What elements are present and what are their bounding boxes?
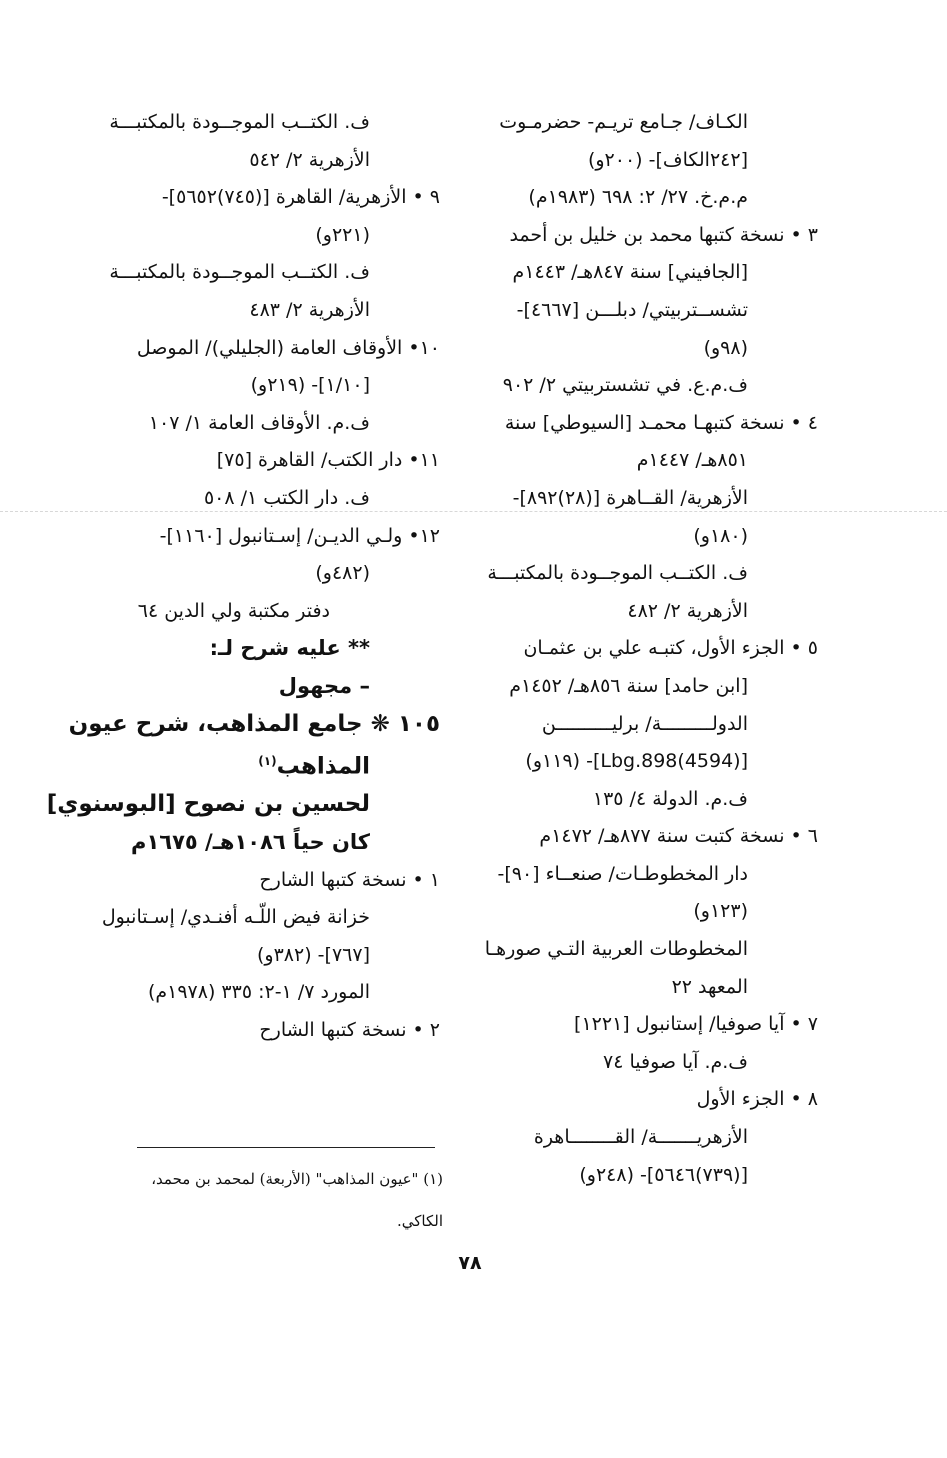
entry-item-8: ٨ • الجزء الأول (696, 1088, 818, 1111)
text-line: ف. الكتــب الموجــودة بالمكتبـــة (487, 562, 748, 585)
entry-item-4: ٤ • نسخة كتبهـا محمـد [السيوطي] سنة (504, 411, 818, 434)
text-line: المورد ٧/ ١-٢: ٣٣٥ (١٩٧٨م) (147, 981, 370, 1004)
text-line: المعهد ٢٢ (671, 975, 748, 998)
entry-item-11: ١١• دار الكتب/ القاهرة [٧٥] (216, 449, 440, 472)
text-line: [ابن حامد] سنة ٨٥٦هـ/ ١٤٥٢م (509, 674, 748, 697)
page-number: ٧٨ (458, 1252, 482, 1274)
text-line: [الجافيني] سنة ٨٤٧هـ/ ١٤٤٣م (512, 261, 748, 284)
text-line: ف.م. الدولة ٤/ ١٣٥ (592, 787, 748, 810)
entry-item-7: ٧ • آيا صوفيا/ إستانبول [١٢٢١] (574, 1013, 818, 1036)
text-line: (٢٢١و) (315, 223, 370, 246)
text-line: الأزهريـــــــة/ القــــــــاهرة (533, 1126, 748, 1149)
author-dates: كان حياً ١٠٨٦هـ/ ١٦٧٥م (131, 829, 370, 854)
text-line: (٤٨٢و) (315, 562, 370, 585)
text-line: الأزهرية ٢/ ٥٤٢ (249, 148, 370, 171)
text-line: الدولـــــــــة/ برليــــــــــن (541, 712, 748, 735)
text-line: ف.م. الأوقاف العامة ١/ ١٠٧ (148, 411, 370, 434)
text-line: (٩٨و) (703, 336, 748, 359)
right-column (478, 104, 818, 1194)
text-line: [٧٦٧]- (٣٨٢و) (257, 943, 370, 966)
text-line: الأزهرية ٢/ ٤٨٢ (627, 599, 748, 622)
text-line: المخطوطات العربية التـي صورهـا (484, 938, 748, 961)
text-line: [(4594)Lbg.898]- (١١٩و) (525, 750, 748, 773)
footnote (110, 1158, 443, 1242)
entry-item-5: ٥ • الجزء الأول، كتبـه علي بن عثمـان (523, 637, 818, 660)
text-line: ف. دار الكتب ١/ ٥٠٨ (203, 486, 370, 509)
text-line: ٨٥١هـ/ ١٤٤٧م (636, 449, 748, 472)
text-line: ف.م. آيا صوفيا ٧٤ (603, 1050, 748, 1073)
footnote-marker: (١) (258, 754, 277, 769)
text-line: دار المخطوطـات/ صنعــاء [٩٠]- (497, 862, 748, 885)
text-line: ف. الكتــب الموجــودة بالمكتبـــة (109, 261, 370, 284)
entry-title-continued (95, 743, 440, 786)
text-line: الأزهرية ٢/ ٤٨٣ (249, 298, 370, 321)
text-line: [٢٤٢الكاف]- (٢٠٠و) (587, 148, 748, 171)
text-line: ف. الكتــب الموجــودة بالمكتبـــة (109, 111, 370, 133)
footnote-separator (137, 1147, 435, 1148)
text-line: [(٧٣٩)٥٦٤٦]- (٢٤٨و) (579, 1163, 748, 1186)
footnote-line: الكاكي. (396, 1212, 443, 1230)
text-line: ف.م.ع. في تشستربيتي ٢/ ٩٠٢ (502, 374, 748, 397)
entry-item-3: ٣ • نسخة كتبها محمد بن خليل بن أحمد (509, 223, 818, 246)
text-line: تشســتربيتي/ دبلـــن [٤٦٦٧]- (516, 298, 748, 321)
commentator-name: – مجهول (278, 673, 370, 698)
entry-item-2: ٢ • نسخة كتبها الشارح (259, 1018, 440, 1041)
commentary-heading: ** عليه شرح لـ: (209, 636, 370, 661)
text-line: (١٨٠و) (693, 524, 748, 547)
text-line: الأزهرية/ القــاهرة [(٢٨)٨٩٢]- (512, 486, 748, 509)
text-line: (١٢٣و) (693, 900, 748, 923)
left-column (46, 104, 440, 1050)
text-line: دفتر مكتبة ولي الدين ٦٤ (137, 599, 330, 622)
entry-title: ١٠٥ ❋ جامع المذاهب، شرح عيون (68, 710, 440, 737)
entry-title-text: المذاهب (276, 753, 370, 780)
entry-item-9: ٩ • الأزهرية/ القاهرة [(٧٤٥)٥٦٥٢]- (161, 186, 440, 209)
text-line: الكـاف/ جـامع تريـم- حضرمـوت (499, 111, 748, 133)
entry-item-1: ١ • نسخة كتبها الشارح (259, 868, 440, 891)
entry-item-10: ١٠• الأوقاف العامة (الجليلي)/ الموصل (136, 336, 440, 359)
author-name: لحسين بن نصوح [البوسنوي] (46, 791, 370, 818)
footnote-line: (١) "عيون المذاهب" (الأربعة) لمحمد بن محمد، (151, 1170, 443, 1188)
text-line: خزانة فيض اللّـه أفنـدي/ إسـتانبول (101, 906, 370, 929)
entry-item-12: ١٢• ولـي الديـن/ إسـتانبول [١١٦٠]- (159, 524, 440, 547)
text-line: [١/١٠]- (٢١٩و) (250, 374, 370, 397)
entry-item-6: ٦ • نسخة كتبت سنة ٨٧٧هـ/ ١٤٧٢م (539, 825, 818, 848)
text-line: م.م.خ. ٢٧/ ٢: ٦٩٨ (١٩٨٣م) (528, 186, 748, 209)
